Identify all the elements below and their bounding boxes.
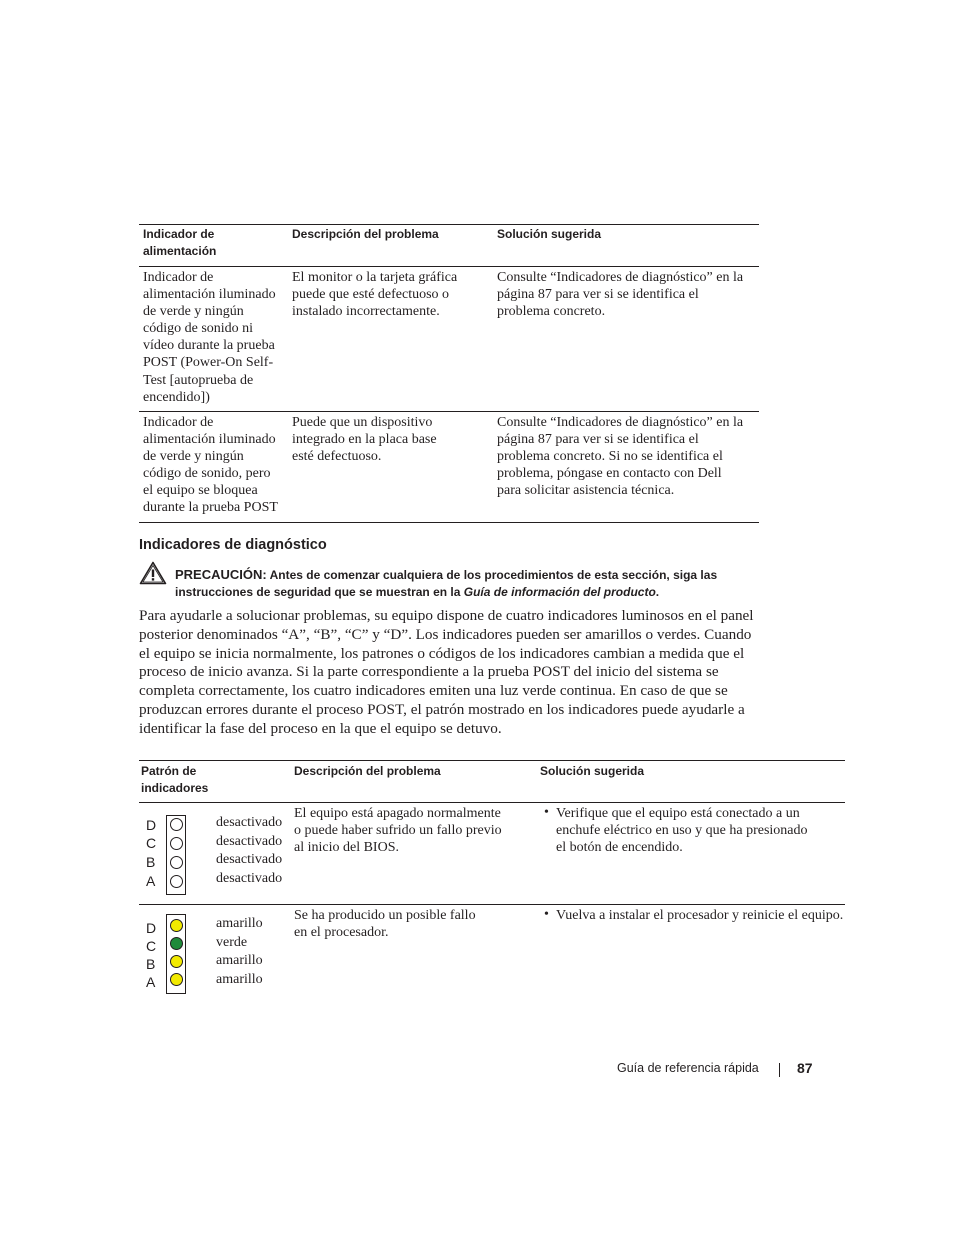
table-rule	[139, 266, 759, 267]
led-letter: B	[146, 854, 156, 870]
table-rule	[139, 760, 845, 761]
description-cell: El equipo está apagado normalmente o puede haber sufrido un fallo previo al inicio del BIOS.	[294, 806, 502, 856]
column-header: Patrón de indicadores	[141, 764, 209, 795]
footer-title: Guía de referencia rápida	[617, 1061, 759, 1075]
led-letter: B	[146, 956, 156, 972]
warning-icon	[139, 561, 167, 585]
caution-label: PRECAUCIÓN:	[175, 567, 267, 582]
description-cell: Se ha producido un posible fallo en el procesador.	[294, 908, 476, 941]
column-header: Descripción del problema	[292, 227, 439, 241]
column-header: Solución sugerida	[497, 227, 602, 241]
indicator-cell: Indicador de alimentación iluminado de verde y ningún código de sonido ni vídeo durante la prueba POST (Power-On Self- Test [autoprueba de encendido])	[143, 270, 276, 405]
led-state-list: desactivado desactivado desactivado desactivado	[216, 815, 283, 887]
led-state-list: amarillo verde amarillo amarillo	[216, 916, 263, 988]
light-pattern	[146, 914, 206, 999]
led-light	[170, 955, 183, 968]
column-header: Solución sugerida	[540, 764, 645, 778]
led-letter: C	[146, 938, 157, 954]
table-rule	[139, 904, 845, 905]
led-panel	[166, 815, 186, 895]
led-panel	[166, 914, 186, 994]
solution-cell: Vuelva a instalar el procesador y reinicie el equipo.	[556, 908, 844, 923]
light-pattern	[146, 815, 206, 900]
led-letter: A	[146, 974, 156, 990]
led-light	[170, 919, 183, 932]
table-rule	[139, 411, 759, 412]
led-letter: C	[146, 835, 157, 851]
caution-note	[175, 566, 775, 601]
led-light	[170, 937, 183, 950]
led-light	[170, 875, 183, 888]
solution-cell: Verifique que el equipo está conectado a un enchufe eléctrico en uso y que ha presionado el botón de encendido.	[556, 806, 808, 856]
body-paragraph: Para ayudarle a solucionar problemas, su equipo dispone de cuatro indicadores luminosos en el panel posterior denominados “A”, “B”, “C” y “D”. Los indicadores pueden ser amarillos o verdes. Cuando el equipo se inicia normalmente, los patrones o códigos de los indicadores cambian a medida que el proceso de inicio avanza. Si la parte correspondiente a la prueba POST del inicio del sistema se completa correctamente, los cuatro indicadores emiten una luz verde continua. En caso de que se produzcan errores durante el proceso POST, el patrón mostrado en los indicadores puede ayudarle a identificar la fase del proceso en la que el equipo se detuvo.	[139, 607, 754, 737]
caution-text: Antes de comenzar cualquiera de los procedimientos de esta sección, siga las instrucciones de seguridad que se muestran en la	[175, 568, 718, 599]
caution-end: .	[655, 585, 660, 599]
led-letter: D	[146, 817, 157, 833]
section-title: Indicadores de diagnóstico	[139, 537, 327, 553]
indicator-cell: Indicador de alimentación iluminado de verde y ningún código de sonido, pero el equipo se bloquea durante la prueba POST	[143, 415, 278, 516]
led-light	[170, 973, 183, 986]
table-rule	[139, 522, 759, 523]
led-letter: D	[146, 920, 157, 936]
description-cell: Puede que un dispositivo integrado en la placa base esté defectuoso.	[292, 415, 437, 465]
bullet: •	[544, 907, 549, 922]
solution-cell: Consulte “Indicadores de diagnóstico” en la página 87 para ver si se identifica el problema concreto.	[497, 270, 744, 320]
bullet: •	[544, 805, 549, 820]
led-light	[170, 818, 183, 831]
description-cell: El monitor o la tarjeta gráfica puede que esté defectuoso o instalado incorrectamente.	[292, 270, 458, 320]
solution-cell: Consulte “Indicadores de diagnóstico” en la página 87 para ver si se identifica el problema concreto. Si no se identifica el problema, póngase en contacto con Dell para solicitar asistencia técnica.	[497, 415, 744, 499]
guide-title: Guía de información del producto	[463, 585, 656, 599]
table-rule	[139, 802, 845, 803]
led-letter: A	[146, 873, 156, 889]
footer-divider	[779, 1063, 780, 1077]
column-header: Indicador de alimentación	[143, 227, 217, 258]
page-number: 87	[797, 1060, 813, 1076]
led-light	[170, 837, 183, 850]
led-light	[170, 856, 183, 869]
column-header: Descripción del problema	[294, 764, 441, 778]
table-rule	[139, 224, 759, 225]
